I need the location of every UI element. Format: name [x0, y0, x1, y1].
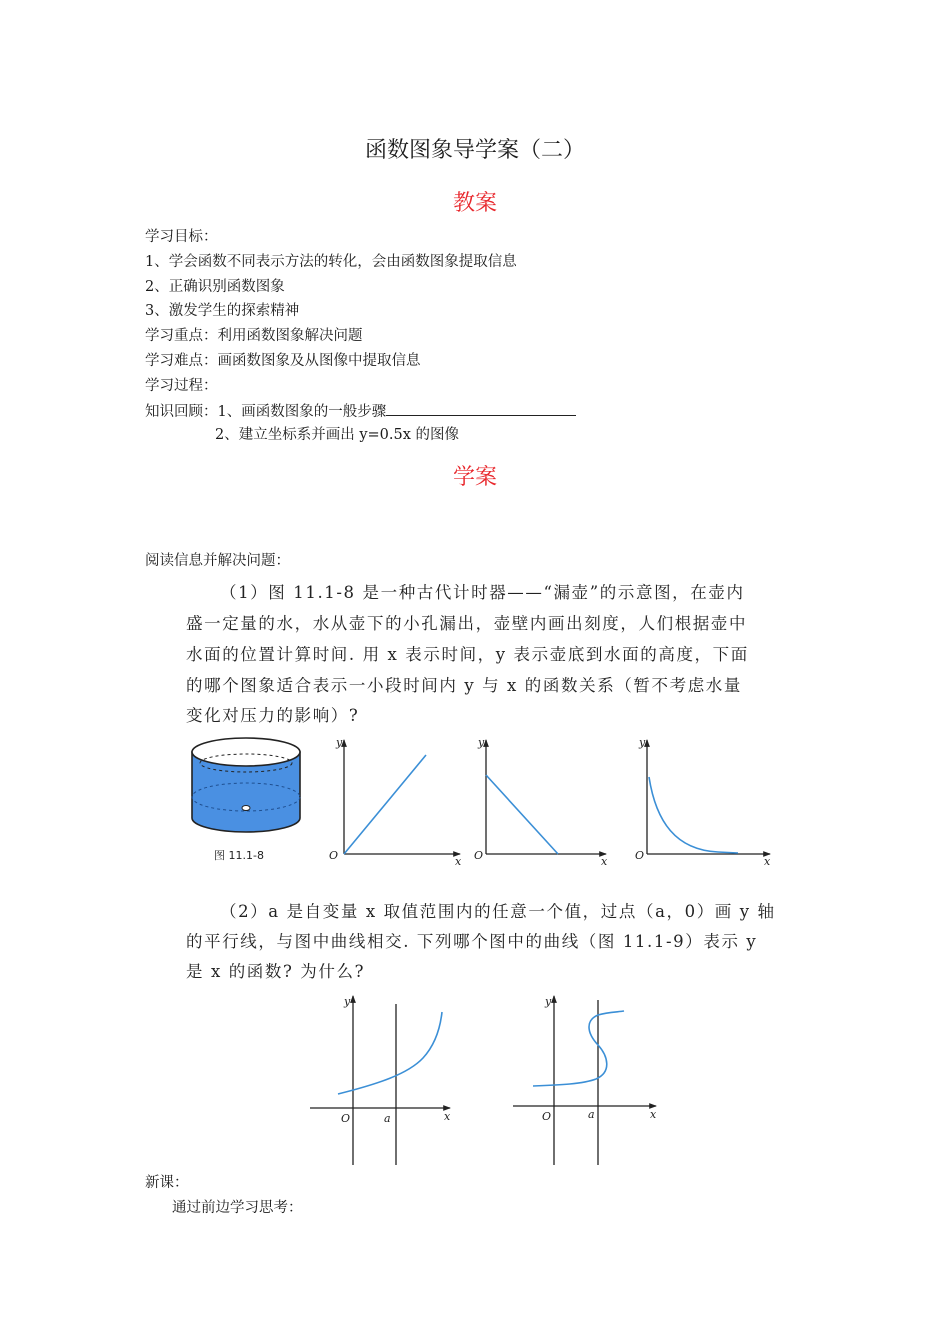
axis-x-label: x	[650, 1108, 657, 1121]
think-prompt: 通过前边学习思考：	[172, 1200, 303, 1216]
axis-y-label: y	[478, 736, 485, 749]
q1-line: 变化对压力的影响）?	[186, 706, 360, 725]
axis-y-label: y	[545, 995, 552, 1008]
point-a-label: a	[588, 1108, 595, 1121]
goal-item: 3、激发学生的探索精神	[145, 303, 300, 319]
q2-line: 的平行线，与图中曲线相交. 下列哪个图中的曲线（图 11.1-9）表示 y	[186, 932, 758, 951]
reading-intro: 阅读信息并解决问题：	[145, 553, 290, 569]
textbook-excerpt	[178, 572, 788, 1170]
q1-line: （1）图 11.1-8 是一种古代计时器——“漏壶”的示意图，在壶内	[220, 583, 745, 602]
new-lesson-heading: 新课：	[145, 1175, 189, 1191]
axis-x-label: x	[455, 855, 462, 868]
origin-label: O	[341, 1112, 351, 1125]
graph-non-function-curve	[513, 995, 657, 1165]
axis-x-label: x	[764, 855, 771, 868]
goals-heading: 学习目标：	[145, 229, 218, 245]
q1-line: 盛一定量的水，水从壶下的小孔漏出，壶壁内画出刻度，人们根据壶中	[186, 614, 748, 633]
graph-option-b	[474, 736, 608, 868]
q1-line: 水面的位置计算时间. 用 x 表示时间，y 表示壶底到水面的高度，下面	[186, 645, 749, 664]
axis-y-label: y	[639, 736, 646, 749]
graph-function-curve	[310, 995, 451, 1165]
axis-x-label: x	[601, 855, 608, 868]
section-heading-learning: 学案	[452, 465, 497, 490]
goal-item: 1、学会函数不同表示方法的转化，会由函数图象提取信息	[145, 254, 517, 270]
q1-line: 的哪个图象适合表示一小段时间内 y 与 x 的函数关系（暂不考虑水量	[186, 676, 743, 695]
axis-y-label: y	[344, 995, 351, 1008]
axis-y-label: y	[336, 736, 343, 749]
process-heading: 学习过程：	[145, 378, 218, 394]
graph-option-c	[635, 736, 771, 868]
answer-blank[interactable]	[386, 401, 576, 416]
graph-option-a	[329, 736, 462, 868]
q2-line: （2）a 是自变量 x 取值范围内的任意一个值，过点（a，0）画 y 轴	[220, 902, 776, 921]
key-point: 学习重点：利用函数图象解决问题	[145, 328, 363, 344]
review-step-1-text: 知识回顾：1、画函数图象的一般步骤	[145, 404, 387, 420]
origin-label: O	[542, 1110, 552, 1123]
page-title: 函数图象导学案（二）	[364, 138, 585, 163]
review-step-1	[145, 401, 576, 422]
goal-item: 2、正确识别函数图象	[145, 279, 285, 295]
section-heading-teaching: 教案	[452, 191, 497, 216]
difficulty: 学习难点：画函数图象及从图像中提取信息	[145, 353, 421, 369]
axis-x-label: x	[444, 1110, 451, 1123]
water-clock-vessel	[192, 738, 300, 832]
review-step-2: 2、建立坐标系并画出 y=0.5x 的图像	[215, 427, 460, 443]
q2-line: 是 x 的函数? 为什么?	[186, 962, 366, 981]
figure-caption: 图 11.1-8	[214, 849, 264, 862]
origin-label: O	[635, 849, 645, 862]
origin-label: O	[474, 849, 484, 862]
point-a-label: a	[384, 1112, 391, 1125]
origin-label: O	[329, 849, 339, 862]
